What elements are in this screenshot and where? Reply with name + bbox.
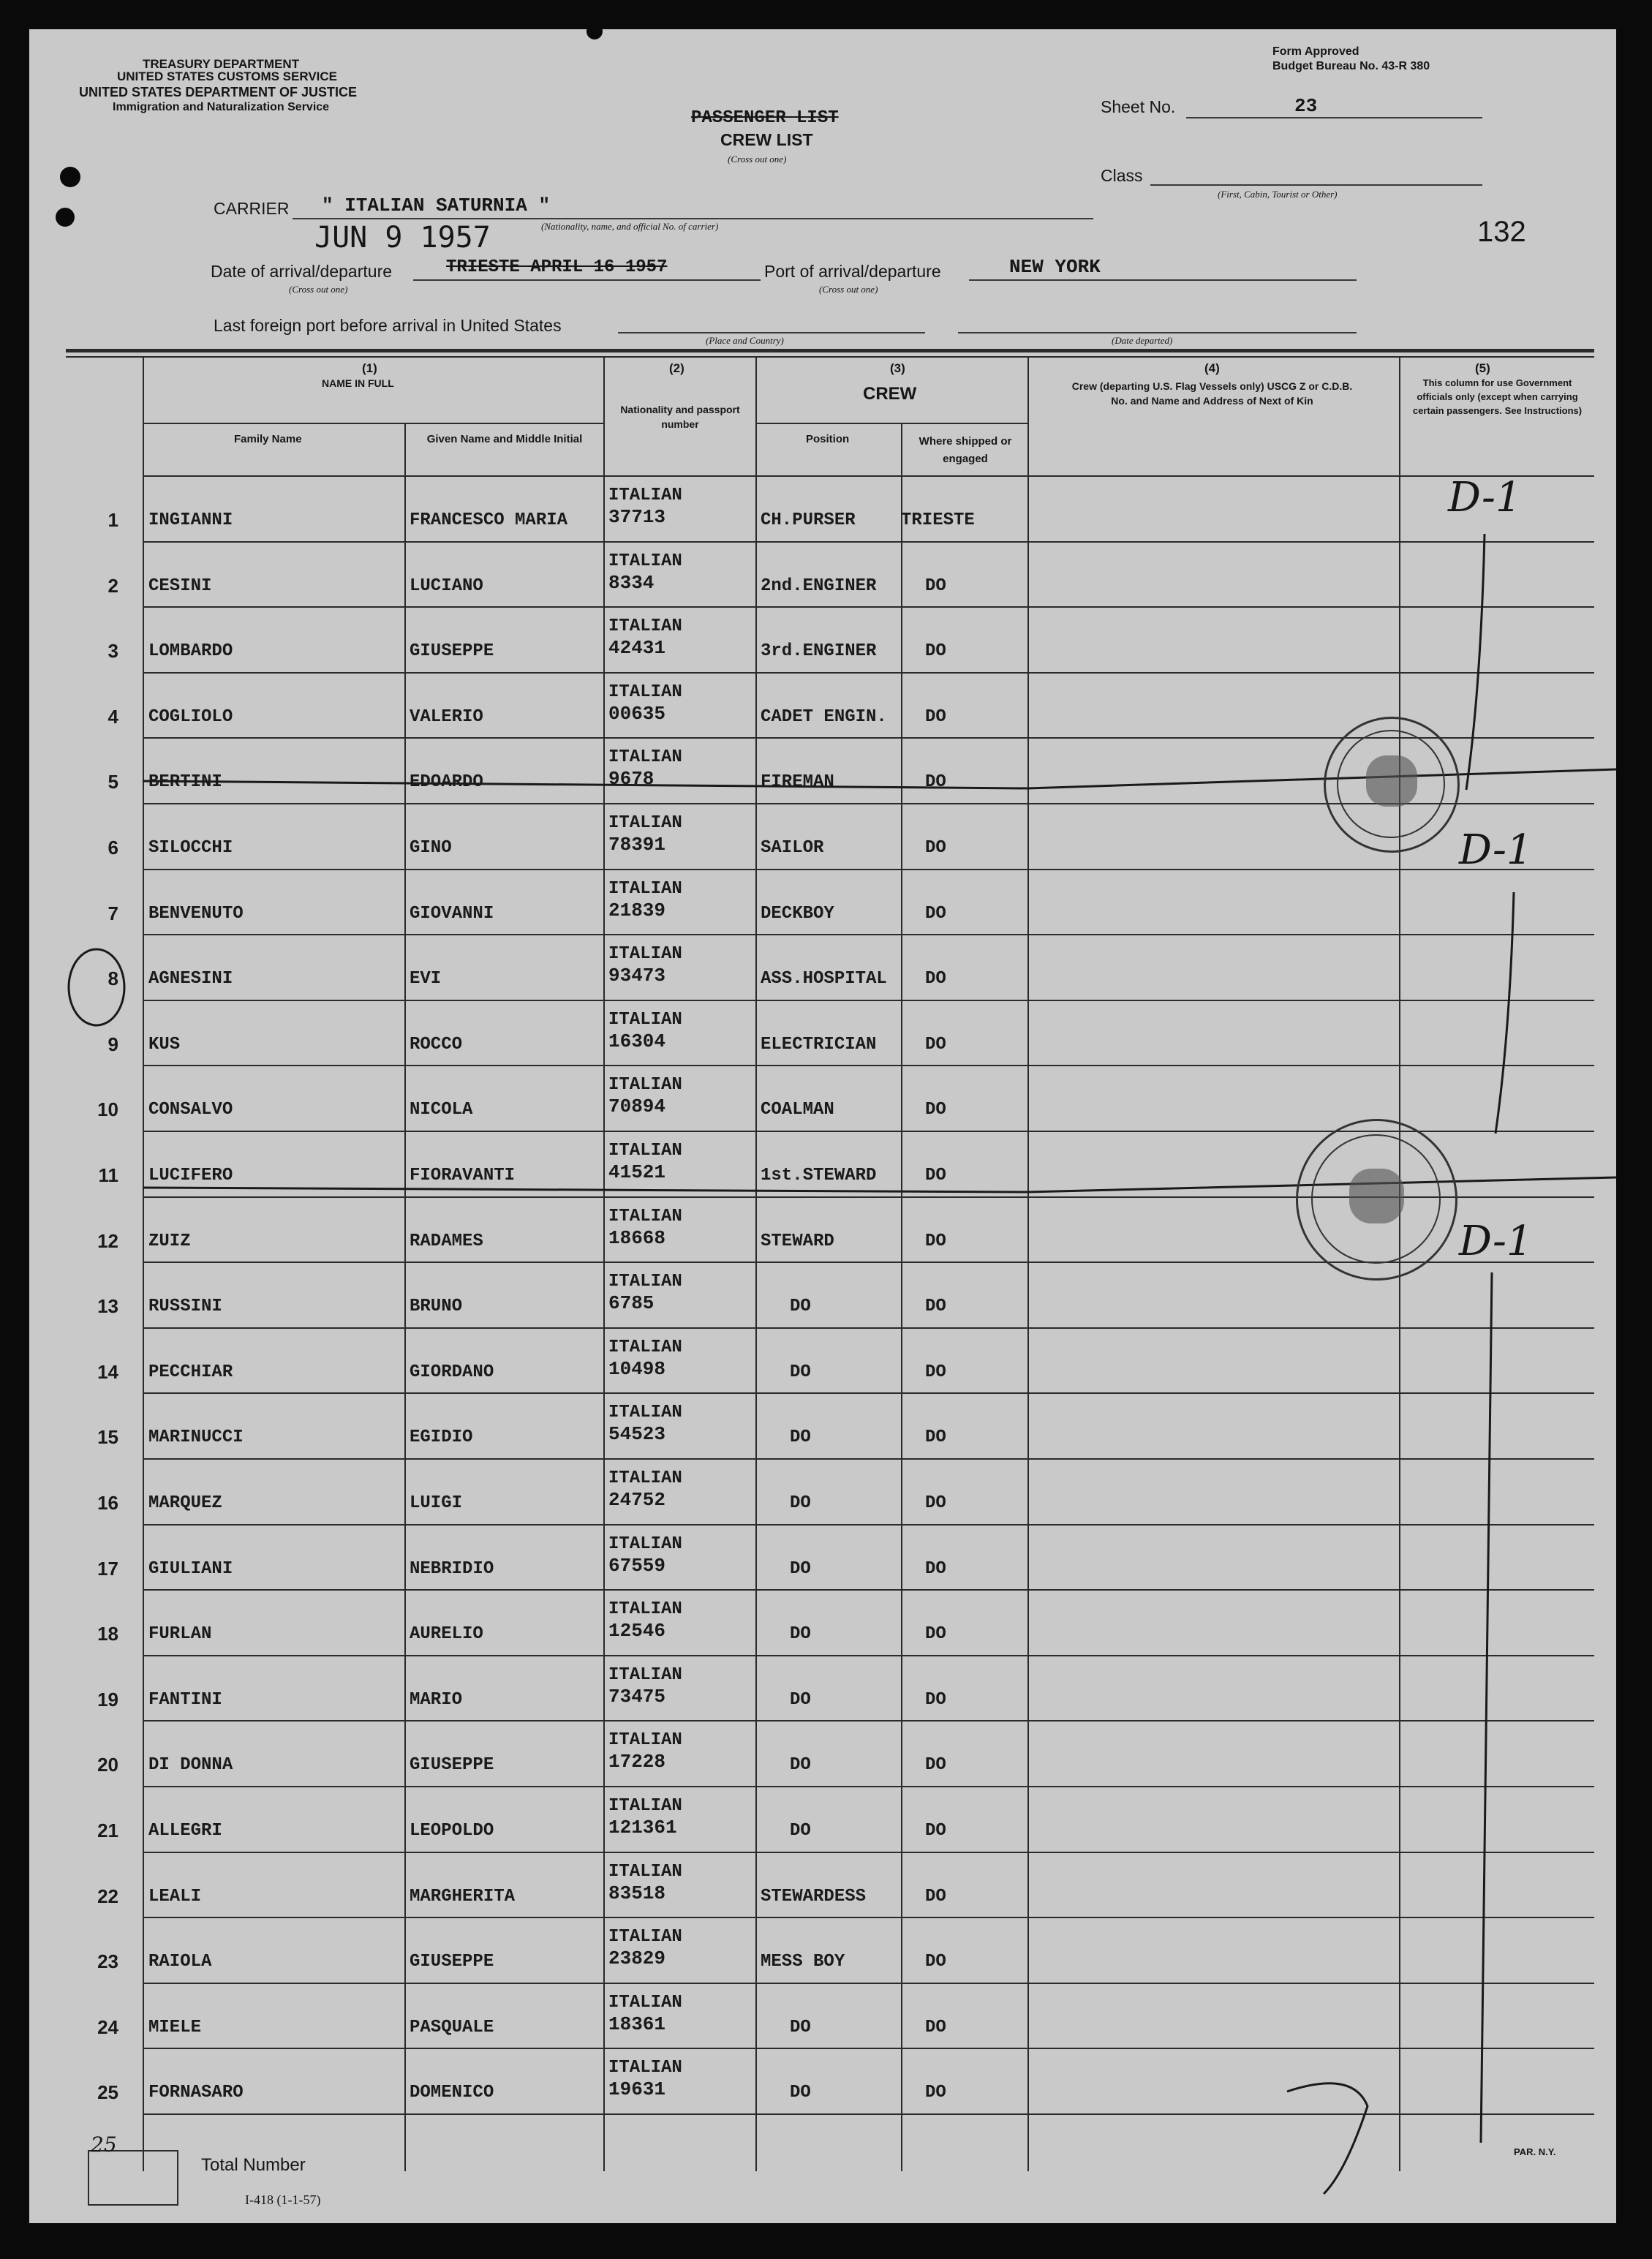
family-name: GIULIANI — [148, 1558, 233, 1579]
sheet-number: 23 — [1294, 95, 1318, 117]
where-shipped: DO — [925, 706, 946, 727]
passport-number: 23829 — [608, 1947, 666, 1970]
total-box — [88, 2150, 178, 2206]
passport-number: 78391 — [608, 834, 666, 856]
where-shipped: DO — [925, 903, 946, 924]
carrier-hint: (Nationality, name, and official No. of carrier) — [541, 221, 719, 232]
passport-number: 8334 — [608, 571, 655, 594]
position: STEWARDESS — [761, 1886, 867, 1907]
position: 2nd.ENGINER — [761, 576, 877, 596]
given-name: LEOPOLDO — [410, 1821, 494, 1841]
family-name: FORNASARO — [148, 2083, 244, 2103]
d1-mark: D-1 — [1459, 826, 1533, 874]
nationality: ITALIAN — [608, 486, 682, 505]
where-shipped: DO — [925, 969, 946, 989]
given-name: EDOARDO — [410, 772, 483, 793]
passport-number: 19631 — [608, 2078, 666, 2101]
where-shipped: DO — [925, 1558, 946, 1579]
passport-number: 18361 — [608, 2013, 666, 2035]
passport-number: 42431 — [608, 637, 666, 660]
position: DO — [790, 2083, 811, 2103]
consulate-stamp-icon — [1296, 1119, 1457, 1281]
position: DO — [790, 2017, 811, 2037]
budget-bureau: Budget Bureau No. 43-R 380 — [1272, 60, 1430, 72]
row-number: 14 — [97, 1360, 118, 1383]
where-shipped: TRIESTE — [901, 510, 975, 530]
date-hint: (Cross out one) — [289, 284, 348, 295]
family-name: MARINUCCI — [148, 1428, 244, 1448]
where-shipped: DO — [925, 1886, 946, 1907]
passport-number: 00635 — [608, 702, 666, 725]
row-number: 24 — [97, 2015, 118, 2038]
where-shipped: DO — [925, 2083, 946, 2103]
position: DO — [790, 1689, 811, 1710]
last-port-label: Last foreign port before arrival in United States — [214, 316, 562, 335]
where-shipped: DO — [925, 1100, 946, 1120]
given-name: GIORDANO — [410, 1362, 494, 1382]
given-name: AURELIO — [410, 1624, 483, 1645]
passport-number: 6785 — [608, 1292, 655, 1315]
row-number: 4 — [108, 705, 118, 728]
cross-out-hint: (Cross out one) — [728, 154, 787, 165]
passport-number: 10498 — [608, 1357, 666, 1380]
family-name: DI DONNA — [148, 1755, 233, 1776]
family-name: ZUIZ — [148, 1231, 191, 1251]
row-number: 13 — [97, 1295, 118, 1318]
where-shipped: DO — [925, 1231, 946, 1251]
col5-title: This column for use Government officials only (except when carrying certain passengers. See Instructions) — [1412, 377, 1583, 416]
position: DO — [790, 1558, 811, 1579]
row-number: 20 — [97, 1754, 118, 1776]
row-number: 23 — [97, 1950, 118, 1973]
form-code: I-418 (1-1-57) — [245, 2192, 321, 2207]
consulate-stamp-icon — [1324, 717, 1460, 853]
nationality: ITALIAN — [608, 813, 682, 833]
where-shipped: DO — [925, 1166, 946, 1185]
given-name: VALERIO — [410, 706, 483, 727]
family-name: KUS — [148, 1034, 181, 1055]
family-name: LEALI — [148, 1886, 202, 1907]
nationality: ITALIAN — [608, 682, 682, 702]
row-number: 25 — [97, 2081, 118, 2104]
agency-line-2: UNITED STATES CUSTOMS SERVICE — [117, 69, 338, 83]
given-name: EGIDIO — [410, 1428, 473, 1448]
nationality: ITALIAN — [608, 1534, 682, 1554]
given-name: MARIO — [410, 1689, 463, 1710]
position: DO — [790, 1755, 811, 1776]
row-number: 16 — [97, 1492, 118, 1514]
position: 1st.STEWARD — [761, 1166, 877, 1185]
passport-number: 121361 — [608, 1817, 677, 1838]
passport-number: 54523 — [608, 1423, 666, 1446]
row-number: 11 — [98, 1164, 118, 1186]
col2-number: (2) — [669, 361, 684, 375]
given-name: FIORAVANTI — [410, 1166, 516, 1185]
class-label: Class — [1101, 166, 1143, 185]
family-name: ALLEGRI — [148, 1821, 222, 1841]
where-shipped: DO — [925, 1297, 946, 1317]
row-number: 6 — [108, 837, 118, 859]
sheet-label: Sheet No. — [1101, 97, 1176, 116]
family-name: MIELE — [148, 2017, 202, 2037]
where-shipped: DO — [925, 2017, 946, 2037]
family-name: CESINI — [148, 576, 212, 596]
form-approved: Form Approved — [1272, 45, 1359, 58]
crew-list-title: CREW LIST — [720, 130, 813, 149]
row-number: 9 — [108, 1033, 118, 1055]
given-name: NEBRIDIO — [410, 1558, 494, 1579]
given-name: LUIGI — [410, 1493, 463, 1513]
where-shipped: DO — [925, 1624, 946, 1645]
agency-line-3: UNITED STATES DEPARTMENT OF JUSTICE — [79, 85, 358, 99]
family-name-header: Family Name — [234, 433, 302, 445]
given-name: GIUSEPPE — [410, 641, 494, 662]
position: SAILOR — [761, 838, 824, 858]
nationality: ITALIAN — [608, 1009, 682, 1030]
position: DO — [790, 1362, 811, 1382]
nationality: ITALIAN — [608, 1468, 682, 1488]
position-header: Position — [806, 433, 850, 445]
passport-number: 83518 — [608, 1882, 666, 1904]
received-date-stamp: JUN 9 1957 — [314, 221, 491, 254]
agency-line-4: Immigration and Naturalization Service — [113, 101, 330, 113]
passport-number: 24752 — [608, 1489, 666, 1511]
passport-number: 93473 — [608, 965, 666, 987]
family-name: COGLIOLO — [148, 706, 233, 727]
nationality: ITALIAN — [608, 1599, 682, 1620]
date-label: Date of arrival/departure — [211, 262, 393, 281]
col4-number: (4) — [1204, 361, 1220, 375]
row-number: 12 — [97, 1229, 118, 1252]
passenger-list-struck: PASSENGER LIST — [691, 108, 839, 128]
nationality: ITALIAN — [608, 1992, 682, 2013]
total-handwritten: 25 — [91, 2132, 117, 2157]
row-number: 21 — [97, 1819, 118, 1841]
col3-title: CREW — [863, 384, 917, 404]
nationality: ITALIAN — [608, 1927, 682, 1947]
nationality: ITALIAN — [608, 878, 682, 899]
where-shipped: DO — [925, 641, 946, 662]
where-shipped: DO — [925, 838, 946, 858]
where-shipped: DO — [925, 1428, 946, 1448]
position: 3rd.ENGINER — [761, 641, 877, 662]
printer-mark: PAR. N.Y. — [1514, 2146, 1556, 2157]
row-number: 10 — [97, 1098, 118, 1121]
position: DO — [790, 1428, 811, 1448]
where-shipped: DO — [925, 1493, 946, 1513]
nationality: ITALIAN — [608, 1272, 682, 1292]
given-name: DOMENICO — [410, 2083, 494, 2103]
col3-number: (3) — [890, 361, 905, 375]
given-name: FRANCESCO MARIA — [410, 510, 568, 530]
family-name: MARQUEZ — [148, 1493, 222, 1513]
passport-number: 41521 — [608, 1161, 666, 1183]
row-number: 17 — [97, 1557, 118, 1580]
port-value: NEW YORK — [1009, 256, 1101, 278]
col2-title: Nationality and passport number — [620, 404, 740, 430]
nationality: ITALIAN — [608, 944, 682, 965]
row-number: 7 — [108, 902, 118, 924]
nationality: ITALIAN — [608, 1403, 682, 1423]
given-name: GIUSEPPE — [410, 1952, 494, 1972]
carrier-value: " ITALIAN SATURNIA " — [322, 195, 551, 216]
where-shipped: DO — [925, 772, 946, 793]
passport-number: 70894 — [608, 1095, 666, 1118]
col1-number: (1) — [362, 361, 377, 375]
family-name: LUCIFERO — [148, 1166, 233, 1185]
position: CADET ENGIN. — [761, 706, 887, 727]
port-label: Port of arrival/departure — [764, 262, 941, 281]
position: FIREMAN — [761, 772, 834, 793]
passport-number: 16304 — [608, 1030, 666, 1052]
nationality: ITALIAN — [608, 1141, 682, 1161]
position: STEWARD — [761, 1231, 834, 1251]
position: DO — [790, 1297, 811, 1317]
total-label: Total Number — [201, 2155, 306, 2175]
row-number: 19 — [97, 1688, 118, 1711]
given-name-header: Given Name and Middle Initial — [426, 433, 583, 445]
position: DECKBOY — [761, 903, 834, 924]
given-name: GINO — [410, 838, 452, 858]
given-name: PASQUALE — [410, 2017, 494, 2037]
given-name: GIUSEPPE — [410, 1755, 494, 1776]
position: DO — [790, 1821, 811, 1841]
nationality: ITALIAN — [608, 551, 682, 571]
nationality: ITALIAN — [608, 1337, 682, 1357]
passport-number: 21839 — [608, 899, 666, 921]
d1-mark: D-1 — [1459, 1218, 1533, 1265]
shipped-header: Where shipped or engaged — [919, 435, 1012, 465]
row-number: 18 — [97, 1623, 118, 1645]
position: DO — [790, 1624, 811, 1645]
where-shipped: DO — [925, 1755, 946, 1776]
nationality: ITALIAN — [608, 1730, 682, 1751]
port-hint: (Cross out one) — [819, 284, 878, 295]
position: CH.PURSER — [761, 510, 856, 530]
family-name: BENVENUTO — [148, 903, 244, 924]
family-name: SILOCCHI — [148, 838, 233, 858]
family-name: BERTINI — [148, 772, 222, 793]
given-name: MARGHERITA — [410, 1886, 516, 1907]
where-shipped: DO — [925, 1952, 946, 1972]
given-name: ROCCO — [410, 1034, 463, 1055]
family-name: AGNESINI — [148, 969, 233, 989]
col5-number: (5) — [1475, 361, 1490, 375]
carrier-label: CARRIER — [214, 199, 290, 218]
page-number: 132 — [1477, 216, 1526, 248]
date-departed-hint: (Date departed) — [1112, 335, 1173, 346]
nationality: ITALIAN — [608, 747, 682, 768]
given-name: NICOLA — [410, 1100, 473, 1120]
nationality: ITALIAN — [608, 1861, 682, 1882]
passport-number: 9678 — [608, 768, 655, 791]
row-number: 1 — [108, 509, 118, 531]
position: ELECTRICIAN — [761, 1034, 877, 1055]
family-name: FANTINI — [148, 1689, 222, 1710]
passport-number: 17228 — [608, 1751, 666, 1773]
family-name: INGIANNI — [148, 510, 233, 530]
nationality: ITALIAN — [608, 616, 682, 637]
given-name: EVI — [410, 969, 442, 989]
where-shipped: DO — [925, 1689, 946, 1710]
where-shipped: DO — [925, 576, 946, 596]
agency-line-1: TREASURY DEPARTMENT — [143, 57, 300, 71]
position: MESS BOY — [761, 1952, 845, 1972]
where-shipped: DO — [925, 1034, 946, 1055]
passport-number: 37713 — [608, 506, 666, 528]
given-name: GIOVANNI — [410, 903, 494, 924]
col4-title: Crew (departing U.S. Flag Vessels only) USCG Z or C.D.B. No. and Name and Address of Next of Kin — [1071, 380, 1353, 407]
row-number: 8 — [108, 968, 118, 990]
family-name: PECCHIAR — [148, 1362, 233, 1382]
family-name: RUSSINI — [148, 1297, 222, 1317]
nationality: ITALIAN — [608, 1796, 682, 1816]
nationality: ITALIAN — [608, 1075, 682, 1095]
position: DO — [790, 1493, 811, 1513]
passport-number: 12546 — [608, 1620, 666, 1643]
row-number: 22 — [97, 1885, 118, 1907]
nationality: ITALIAN — [608, 1664, 682, 1685]
position: COALMAN — [761, 1100, 834, 1120]
passport-number: 73475 — [608, 1685, 666, 1708]
family-name: RAIOLA — [148, 1952, 212, 1972]
row-number: 15 — [97, 1426, 118, 1449]
row-number: 5 — [108, 771, 118, 793]
passport-number: 67559 — [608, 1554, 666, 1577]
row-number: 3 — [108, 640, 118, 663]
nationality: ITALIAN — [608, 2058, 682, 2078]
family-name: LOMBARDO — [148, 641, 233, 662]
date-value: TRIESTE APRIL 16 1957 — [446, 257, 668, 277]
given-name: LUCIANO — [410, 576, 483, 596]
d1-mark: D-1 — [1448, 474, 1522, 521]
position: ASS.HOSPITAL — [761, 969, 887, 989]
nationality: ITALIAN — [608, 1206, 682, 1226]
given-name: BRUNO — [410, 1297, 463, 1317]
family-name: CONSALVO — [148, 1100, 233, 1120]
where-shipped: DO — [925, 1362, 946, 1382]
passport-number: 18668 — [608, 1226, 666, 1249]
document-page — [29, 29, 1616, 2223]
place-hint: (Place and Country) — [706, 335, 784, 346]
col1-title: NAME IN FULL — [322, 377, 394, 389]
class-hint: (First, Cabin, Tourist or Other) — [1218, 189, 1338, 200]
given-name: RADAMES — [410, 1231, 483, 1251]
family-name: FURLAN — [148, 1624, 212, 1645]
row-number: 2 — [108, 574, 118, 597]
where-shipped: DO — [925, 1821, 946, 1841]
